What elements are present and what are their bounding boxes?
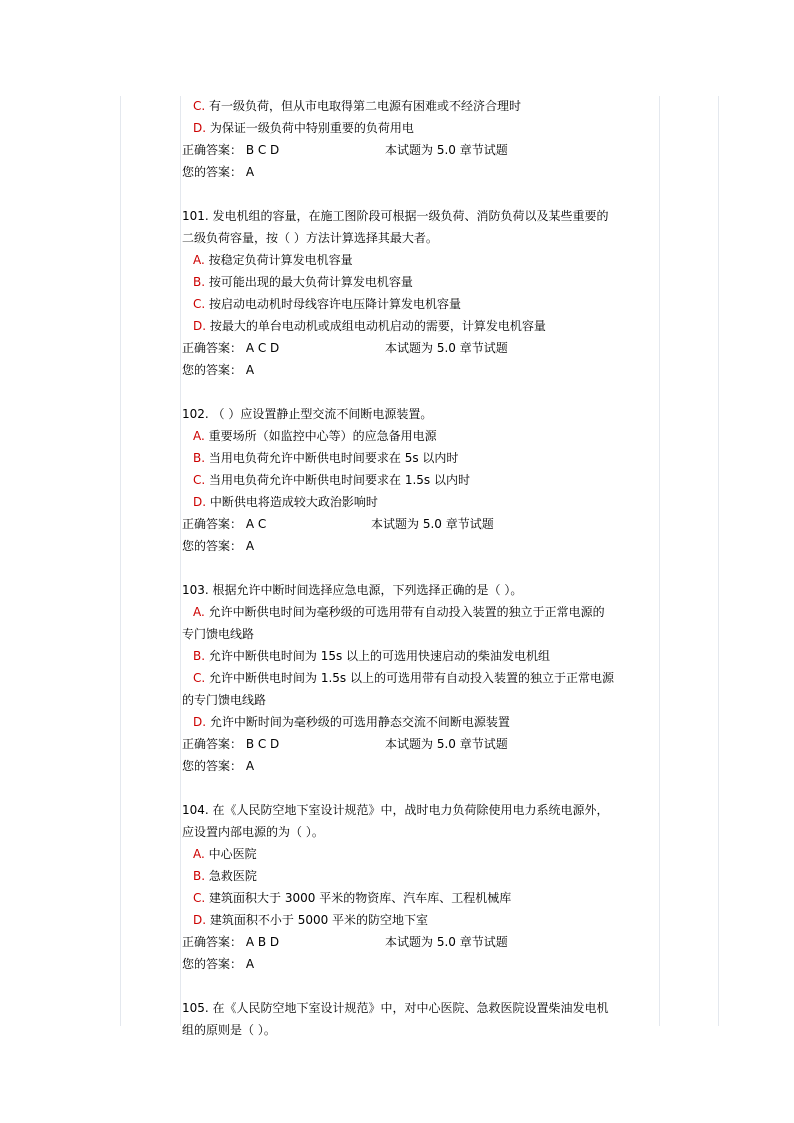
correct-answer: 正确答案： B C D bbox=[182, 143, 280, 157]
score-note: 本试题为 5.0 章节试题 bbox=[385, 341, 508, 355]
answer-row bbox=[182, 733, 658, 755]
question-list bbox=[182, 95, 658, 1041]
inner-left-border bbox=[180, 96, 181, 1026]
answer-row bbox=[182, 337, 658, 359]
option-c: C. 有一级负荷，但从市电取得第二电源有困难或不经济合理时 bbox=[193, 99, 522, 113]
option-a: A. 中心医院 bbox=[193, 847, 257, 861]
option-c: C. 按启动电动机时母线容许电压降计算发电机容量 bbox=[193, 297, 462, 311]
correct-answer: 正确答案： A B D bbox=[182, 935, 280, 949]
option-a: A. 重要场所（如监控中心等）的应急备用电源 bbox=[193, 429, 437, 443]
your-answer: 您的答案： A bbox=[182, 165, 255, 179]
answer-row bbox=[182, 139, 658, 161]
answer-row bbox=[182, 931, 658, 953]
option-a-cont: 专门馈电线路 bbox=[182, 627, 255, 641]
score-note: 本试题为 5.0 章节试题 bbox=[371, 517, 494, 531]
your-answer: 您的答案： A bbox=[182, 957, 255, 971]
score-note: 本试题为 5.0 章节试题 bbox=[385, 143, 508, 157]
question-text-cont: 组的原则是（ ）。 bbox=[182, 1023, 276, 1037]
right-border bbox=[718, 96, 719, 1026]
option-d: D. 允许中断时间为毫秒级的可选用静态交流不间断电源装置 bbox=[193, 715, 510, 729]
option-c: C. 允许中断供电时间为 1.5s 以上的可选用带有自动投入装置的独立于正常电源 bbox=[193, 671, 614, 685]
question-text: 103. 根据允许中断时间选择应急电源，下列选择正确的是（ ）。 bbox=[182, 583, 523, 597]
left-border bbox=[120, 96, 121, 1026]
inner-right-border bbox=[659, 96, 660, 1026]
option-d: D. 建筑面积不小于 5000 平米的防空地下室 bbox=[193, 913, 429, 927]
question-text-cont: 二级负荷容量，按（ ）方法计算选择其最大者。 bbox=[182, 231, 438, 245]
question-block-102 bbox=[182, 403, 658, 557]
your-answer: 您的答案： A bbox=[182, 363, 255, 377]
option-d: D. 按最大的单台电动机或成组电动机启动的需要，计算发电机容量 bbox=[193, 319, 546, 333]
correct-answer: 正确答案： B C D bbox=[182, 737, 280, 751]
question-block-105 bbox=[182, 997, 658, 1041]
question-text: 102. （ ）应设置静止型交流不间断电源装置。 bbox=[182, 407, 433, 421]
score-note: 本试题为 5.0 章节试题 bbox=[385, 935, 508, 949]
your-answer: 您的答案： A bbox=[182, 759, 255, 773]
option-a: A. 按稳定负荷计算发电机容量 bbox=[193, 253, 353, 267]
correct-answer: 正确答案： A C D bbox=[182, 341, 280, 355]
question-text: 105. 在《人民防空地下室设计规范》中，对中心医院、急救医院设置柴油发电机 bbox=[182, 1001, 609, 1015]
option-c: C. 当用电负荷允许中断供电时间要求在 1.5s 以内时 bbox=[193, 473, 470, 487]
option-a: A. 允许中断供电时间为毫秒级的可选用带有自动投入装置的独立于正常电源的 bbox=[193, 605, 605, 619]
option-b: B. 当用电负荷允许中断供电时间要求在 5s 以内时 bbox=[193, 451, 459, 465]
question-block-103 bbox=[182, 579, 658, 777]
correct-answer: 正确答案： A C bbox=[182, 517, 267, 531]
option-b: B. 允许中断供电时间为 15s 以上的可选用快速启动的柴油发电机组 bbox=[193, 649, 551, 663]
question-block-104 bbox=[182, 799, 658, 975]
question-text: 101. 发电机组的容量，在施工图阶段可根据一级负荷、消防负荷以及某些重要的 bbox=[182, 209, 609, 223]
option-b: B. 按可能出现的最大负荷计算发电机容量 bbox=[193, 275, 413, 289]
question-text-cont: 应设置内部电源的为（ ）。 bbox=[182, 825, 324, 839]
score-note: 本试题为 5.0 章节试题 bbox=[385, 737, 508, 751]
option-c: C. 建筑面积大于 3000 平米的物资库、汽车库、工程机械库 bbox=[193, 891, 512, 905]
option-d: D. 为保证一级负荷中特别重要的负荷用电 bbox=[193, 121, 414, 135]
question-text: 104. 在《人民防空地下室设计规范》中，战时电力负荷除使用电力系统电源外， bbox=[182, 803, 609, 817]
option-c-cont: 的专门馈电线路 bbox=[182, 693, 267, 707]
your-answer: 您的答案： A bbox=[182, 539, 255, 553]
question-block-101 bbox=[182, 205, 658, 381]
option-b: B. 急救医院 bbox=[193, 869, 257, 883]
answer-row bbox=[182, 513, 658, 535]
question-block-100 bbox=[182, 95, 658, 183]
option-d: D. 中断供电将造成较大政治影响时 bbox=[193, 495, 378, 509]
